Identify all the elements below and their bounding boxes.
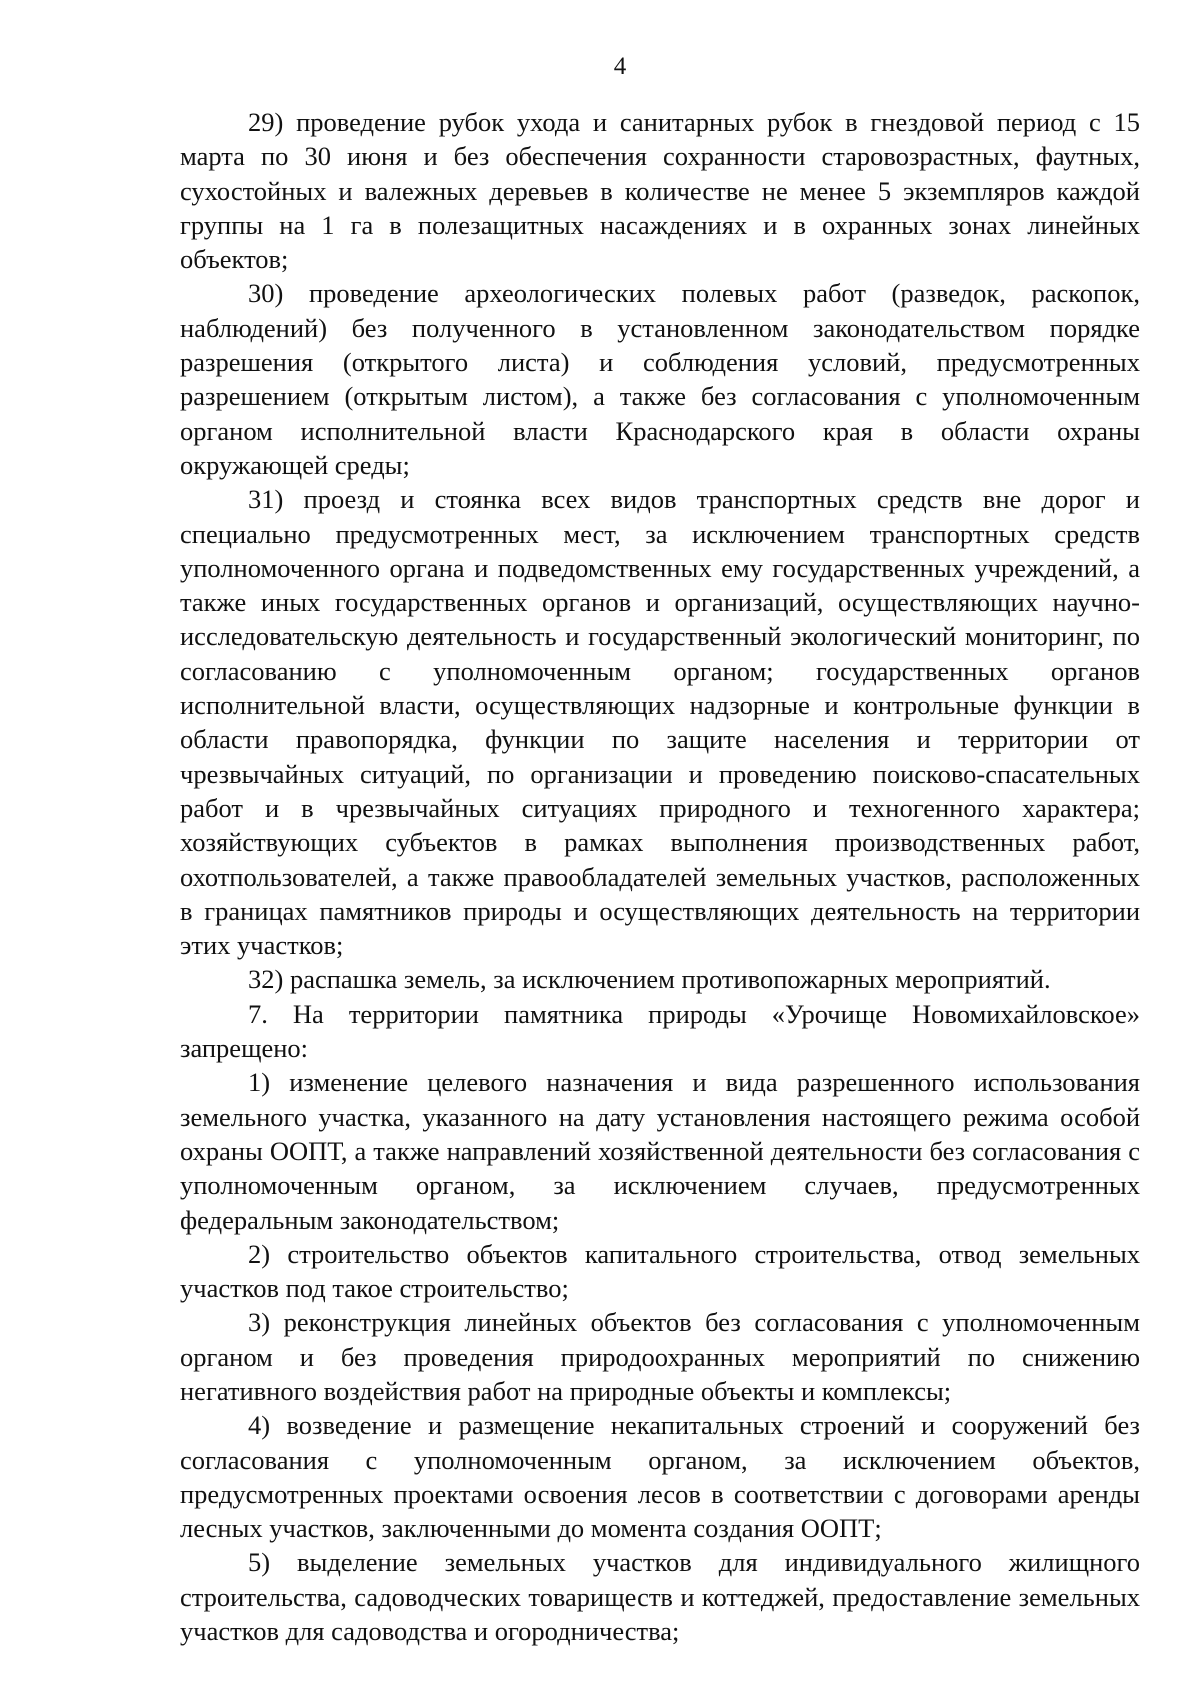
- paragraph-item-2: 2) строительство объектов капитального строительства, отвод земельных участков под такое строительство;: [180, 1238, 1140, 1304]
- paragraph-item-31: 31) проезд и стоянка всех видов транспортных средств вне дорог и специально предусмотренных мест, за исключением транспортных средств уполномоченного органа и подведомственных ему государственных учреждений, а также иных государственных органов и организаций, осуществляющих научно-исследовательскую деятельность и государственный экологический мониторинг, по согласованию с уполномоченным органом; государственных органов исполнительной власти, осуществляющих надзорные и контрольные функции в области правопорядка, функции по защите населения и территории от чрезвычайных ситуаций, по организации и проведению поисково-спасательных работ и в чрезвычайных ситуациях природного и техногенного характера; хозяйствующих субъектов в рамках выполнения производственных работ, охотпользователей, а также правообладателей земельных участков, расположенных в границах памятников природы и осуществляющих деятельность на территории этих участков;: [180, 484, 1140, 961]
- paragraph-item-29: 29) проведение рубок ухода и санитарных рубок в гнездовой период с 15 марта по 30 июня и без обеспечения сохранности старовозрастных, фаутных, сухостойных и валежных деревьев в количестве не менее 5 экземпляров каждой группы на 1 га в полезащитных насаждениях и в охранных зонах линейных объектов;: [180, 107, 1140, 275]
- paragraph-item-3: 3) реконструкция линейных объектов без согласования с уполномоченным органом и без проведения природоохранных мероприятий по снижению негативного воздействия работ на природные объекты и комплексы;: [180, 1307, 1140, 1406]
- paragraph-item-4: 4) возведение и размещение некапитальных строений и сооружений без согласования с уполномоченным органом, за исключением объектов, предусмотренных проектами освоения лесов в соответствии с договорами аренды лесных участков, заключенными до момента создания ООПТ;: [180, 1410, 1140, 1544]
- paragraph-section-7: 7. На территории памятника природы «Урочище Новомихайловское» запрещено:: [180, 998, 1140, 1064]
- paragraph-item-30: 30) проведение археологических полевых работ (разведок, раскопок, наблюдений) без полученного в установленном законодательством порядке разрешения (открытого листа) и соблюдения условий, предусмотренных разрешением (открытым листом), а также без согласования с уполномоченным органом исполнительной власти Краснодарского края в области охраны окружающей среды;: [180, 278, 1140, 480]
- paragraph-item-5: 5) выделение земельных участков для индивидуального жилищного строительства, садоводческих товариществ и коттеджей, предоставление земельных участков для садоводства и огородничества;: [180, 1547, 1140, 1647]
- document-body: [180, 105, 1140, 1648]
- paragraph-item-32: 32) распашка земель, за исключением противопожарных мероприятий.: [248, 964, 1051, 995]
- paragraph-item-1: 1) изменение целевого назначения и вида разрешенного использования земельного участка, указанного на дату установления настоящего режима особой охраны ООПТ, а также направлений хозяйственной деятельности без согласования с уполномоченным органом, за исключением случаев, предусмотренных федеральным законодательством;: [180, 1067, 1140, 1235]
- page-number: 4: [613, 53, 627, 80]
